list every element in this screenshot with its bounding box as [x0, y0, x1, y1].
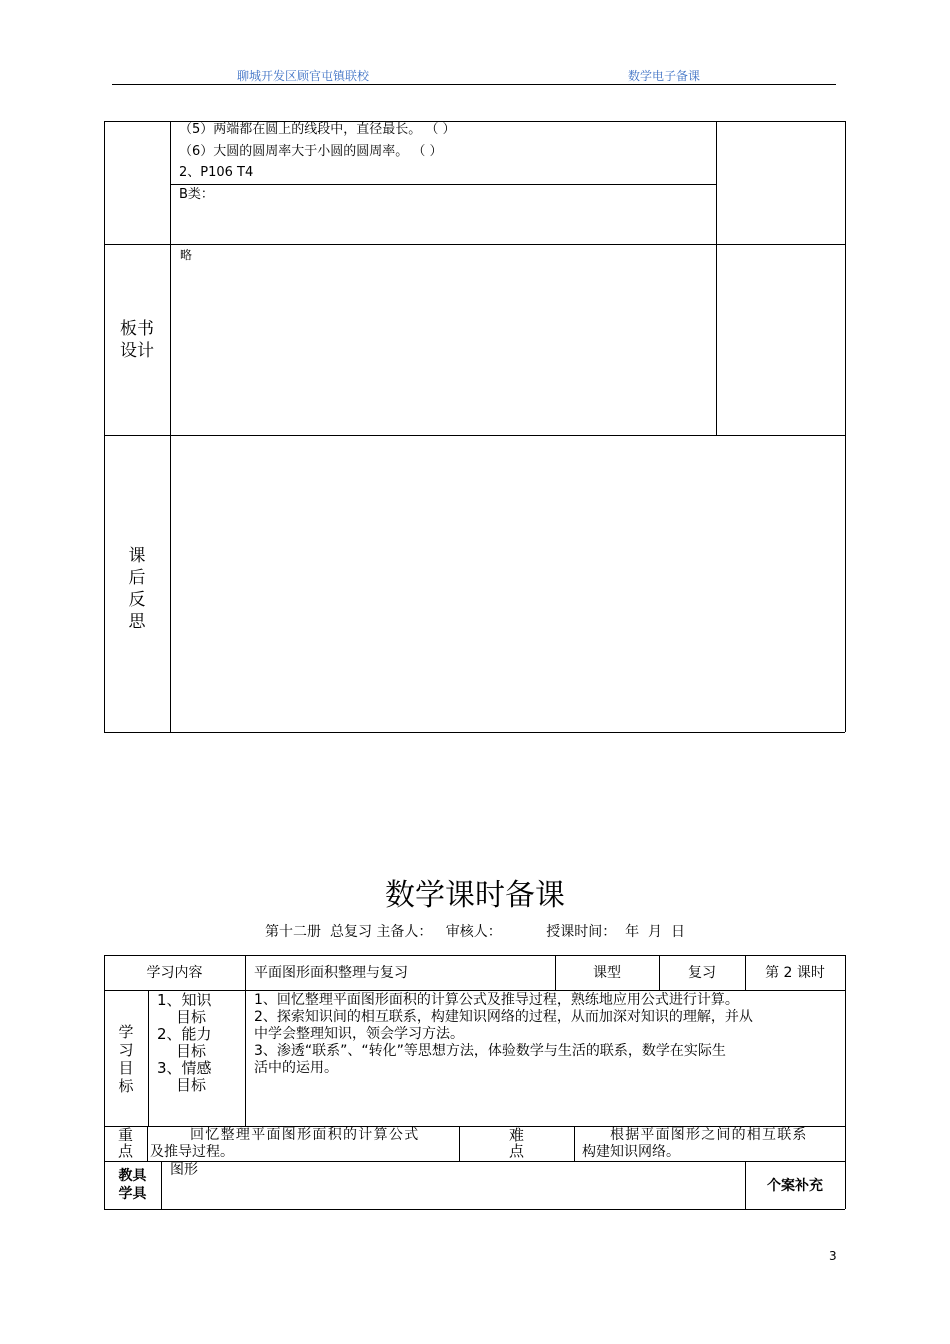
supplement-label: 个案补充 [767, 1178, 823, 1194]
difficult-point-text: 根据平面图形之间的相互联系 构建知识网络。 [582, 1127, 808, 1160]
content-value: 平面图形面积整理与复习 [254, 965, 408, 981]
board-design-label: 板书 设计 [120, 319, 154, 361]
type-value: 复习 [688, 965, 716, 981]
page-number: 3 [829, 1249, 837, 1263]
lesson-title: 数学课时备课 [385, 878, 565, 913]
type-label: 课型 [593, 965, 621, 981]
key-point-label: 重 点 [117, 1126, 133, 1160]
goal-categories: 1、知识 目标 2、能力 目标 3、情感 目标 [157, 991, 212, 1094]
practice-item-5: （5）两端都在圆上的线段中，直径最长。 （ ） [179, 122, 456, 137]
lesson-subtitle: 第十二册 总复习 主备人： 审核人： 授课时间： 年 月 日 [265, 924, 685, 940]
tools-value: 图形 [170, 1162, 198, 1178]
b-class-label: B类： [179, 187, 214, 202]
tools-label: 教具 学具 [118, 1168, 147, 1202]
content-label: 学习内容 [146, 965, 203, 981]
header-subject: 数学电子备课 [628, 69, 701, 83]
reflection-label: 课 后 反 思 [128, 546, 146, 632]
goals-label: 学 习 目 标 [118, 1023, 134, 1095]
practice-item-6: （6）大圆的圆周率大于小圆的圆周率。 （ ） [179, 144, 443, 159]
board-content: 略 [180, 248, 193, 262]
header-school: 聊城开发区顾官屯镇联校 [237, 69, 370, 83]
header-rule [112, 84, 836, 85]
period-value: 第 2 课时 [765, 965, 825, 981]
difficult-point-label: 难 点 [508, 1126, 524, 1160]
key-point-text: 回忆整理平面图形面积的计算公式 及推导过程。 [150, 1127, 420, 1160]
practice-item-p106: 2、P106 T4 [179, 165, 254, 180]
goal-text: 1、回忆整理平面图形面积的计算公式及推导过程，熟练地应用公式进行计算。 2、探索知识间的相互联系，构建知识网络的过程，从而加深对知识的理解，并从 中学会整理知识，领会学习方法。 3、渗透“联系”、“转化”等思想方法，体验数学与生活的联系，数学在实际生 活中的运用。 [254, 992, 753, 1076]
